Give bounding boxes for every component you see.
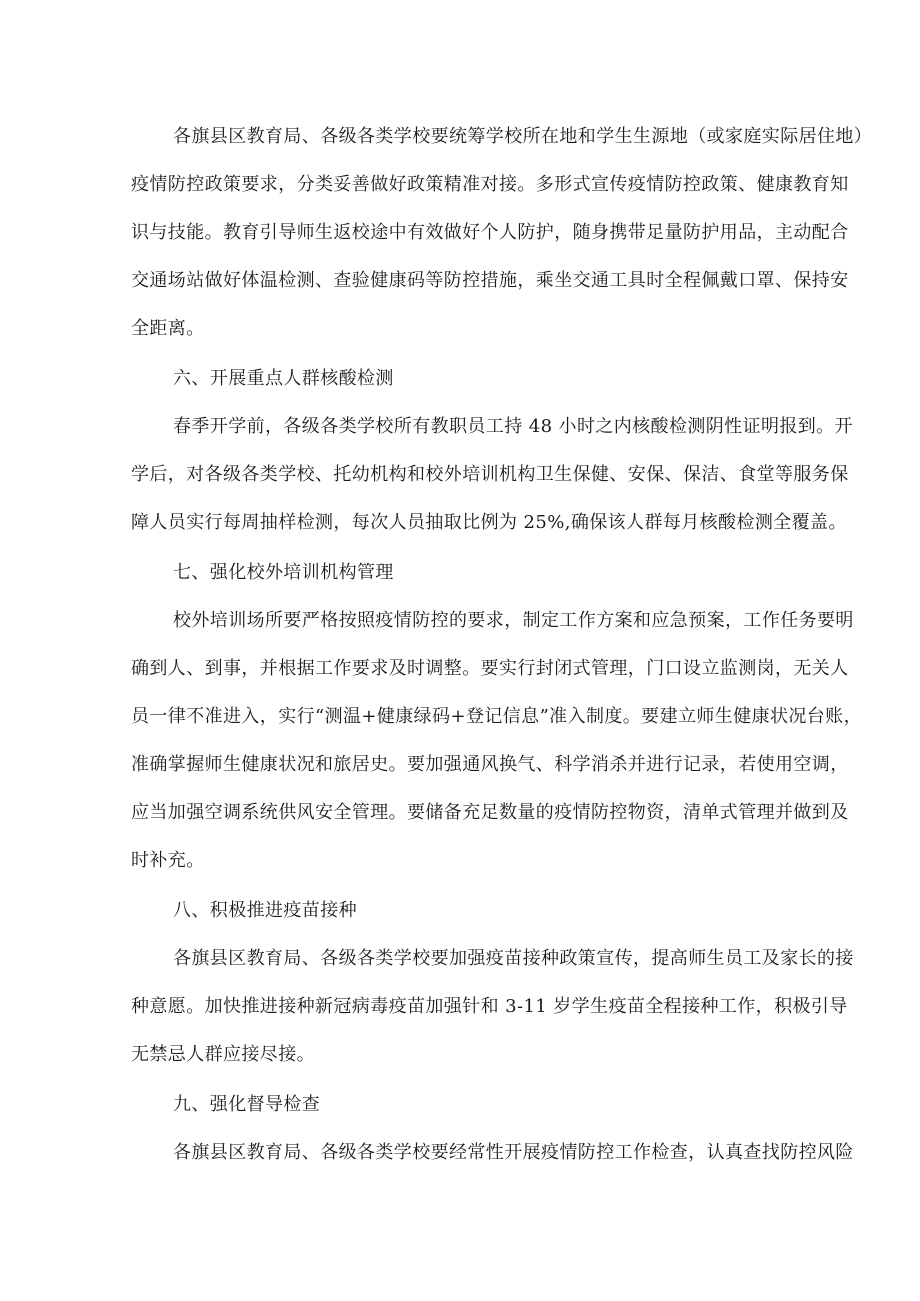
paragraph-line: 交通场站做好体温检测、查验健康码等防控措施，乘坐交通工具时全程佩戴口罩、保持安 <box>131 270 849 291</box>
paragraph-line: 学后，对各级各类学校、托幼机构和校外培训机构卫生保健、安保、保洁、食堂等服务保 <box>131 464 849 485</box>
paragraph-line: 各旗县区教育局、各级各类学校要统筹学校所在地和学生生源地（或家庭实际居住地） <box>173 126 873 147</box>
section-heading: 八、积极推进疫苗接种 <box>173 900 357 921</box>
paragraph-line: 种意愿。加快推进接种新冠病毒疫苗加强针和 3-11 岁学生疫苗全程接种工作，积极引导 <box>131 996 848 1017</box>
paragraph-line: 障人员实行每周抽样检测，每次人员抽取比例为 25%,确保该人群每月核酸检测全覆盖。 <box>131 512 847 533</box>
paragraph-line: 各旗县区教育局、各级各类学校要经常性开展疫情防控工作检查，认真查找防控风险 <box>173 1142 854 1163</box>
paragraph-line: 识与技能。教育引导师生返校途中有效做好个人防护，随身携带足量防护用品，主动配合 <box>131 222 849 243</box>
paragraph-line: 全距离。 <box>131 318 205 339</box>
paragraph-line: 校外培训场所要严格按照疫情防控的要求，制定工作方案和应急预案，工作任务要明 <box>173 610 854 631</box>
section-heading: 七、强化校外培训机构管理 <box>173 562 394 583</box>
paragraph-line: 准确掌握师生健康状况和旅居史。要加强通风换气、科学消杀并进行记录，若使用空调， <box>131 754 849 775</box>
paragraph-line: 无禁忌人群应接尽接。 <box>131 1044 315 1065</box>
paragraph-line: 员一律不准进入，实行“测温+健康绿码+登记信息”准入制度。要建立师生健康状况台账， <box>131 706 862 727</box>
section-heading: 六、开展重点人群核酸检测 <box>173 368 394 389</box>
section-heading: 九、强化督导检查 <box>173 1094 321 1115</box>
paragraph-line: 各旗县区教育局、各级各类学校要加强疫苗接种政策宣传，提高师生员工及家长的接 <box>173 948 854 969</box>
paragraph-line: 应当加强空调系统供风安全管理。要储备充足数量的疫情防控物资，清单式管理并做到及 <box>131 802 849 823</box>
paragraph-line: 确到人、到事，并根据工作要求及时调整。要实行封闭式管理，门口设立监测岗，无关人 <box>131 658 849 679</box>
paragraph-line: 疫情防控政策要求，分类妥善做好政策精准对接。多形式宣传疫情防控政策、健康教育知 <box>131 174 849 195</box>
paragraph-line: 时补充。 <box>131 850 205 871</box>
paragraph-line: 春季开学前，各级各类学校所有教职员工持 48 小时之内核酸检测阴性证明报到。开 <box>173 416 853 437</box>
